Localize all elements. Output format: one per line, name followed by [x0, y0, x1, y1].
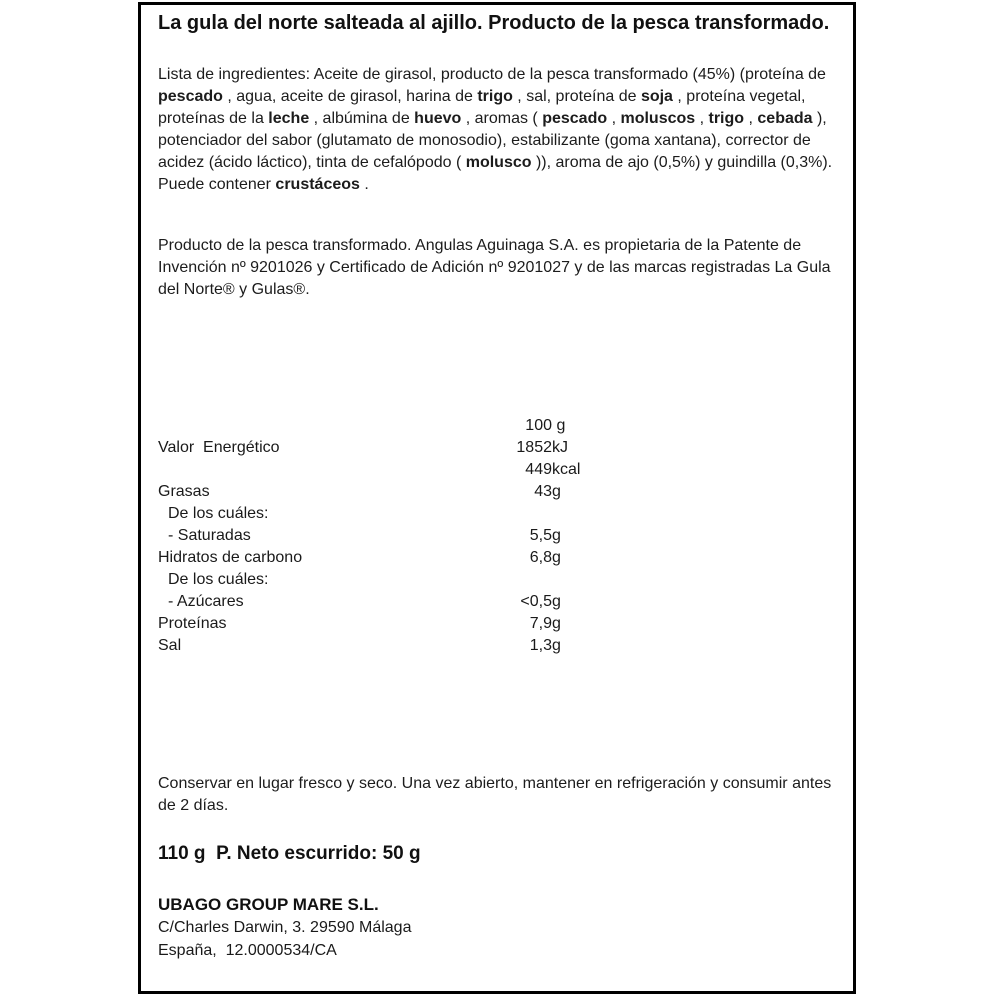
nutrition-value: 1,3g	[529, 637, 561, 654]
ingredients-paragraph: Lista de ingredientes: Aceite de girasol, producto de la pesca transformado (45%) (proteína de pescado , agua, aceite de girasol, harina de trigo , sal, proteína de soja , proteína vegetal, proteínas de la leche , albúmina de huevo , aromas ( pescado , moluscos , trigo , cebada ), potenciador del sabor (glutamato de monosodio), estabilizante (goma xantana), corrector de acidez (ácido láctico), tinta de cefalópodo ( molusco )), aroma de ajo (0,5%) y guindilla (0,3%). Puede contener crustáceos .	[158, 66, 833, 193]
nutrition-row-energy-kj	[158, 437, 848, 459]
net-weight: 110 g P. Neto escurrido: 50 g	[158, 843, 421, 864]
manufacturer-block	[158, 893, 848, 962]
nutrition-value: 43g	[534, 483, 561, 500]
nutrition-label: - Azúcares	[168, 593, 244, 610]
manufacturer-country-registration: España, 12.0000534/CA	[158, 942, 337, 959]
nutrition-value: 7,9g	[529, 615, 561, 632]
nutrition-value: 6,8g	[529, 549, 561, 566]
nutrition-row-energy-kcal	[158, 459, 848, 481]
nutrition-row-ofwhich-carbs	[158, 569, 848, 591]
nutrition-value: 100 g	[525, 417, 566, 434]
product-title: La gula del norte salteada al ajillo. Producto de la pesca transformado.	[158, 12, 830, 34]
manufacturer-address: C/Charles Darwin, 3. 29590 Málaga	[158, 919, 412, 936]
nutrition-row-saturated	[158, 525, 848, 547]
nutrition-label: Sal	[158, 637, 182, 654]
nutrition-row-fat	[158, 481, 848, 503]
nutrition-label: Grasas	[158, 483, 210, 500]
nutrition-label: Hidratos de carbono	[158, 549, 303, 566]
nutrition-row-protein	[158, 613, 848, 635]
nutrition-label: - Saturadas	[168, 527, 251, 544]
nutrition-label: Proteínas	[158, 615, 227, 632]
nutrition-label: De los cuáles:	[168, 571, 269, 588]
nutrition-value: <0,5g	[520, 593, 561, 610]
nutrition-value	[458, 569, 552, 591]
nutrition-value: 449kcal	[525, 461, 581, 478]
nutrition-row-carbs	[158, 547, 848, 569]
nutrition-table	[158, 415, 848, 657]
nutrition-value: 5,5g	[529, 527, 561, 544]
nutrition-row-ofwhich-fat	[158, 503, 848, 525]
storage-instructions: Conservar en lugar fresco y seco. Una vez abierto, mantener en refrigeración y consumir antes de 2 días.	[158, 775, 832, 814]
manufacturer-name: UBAGO GROUP MARE S.L.	[158, 895, 379, 914]
nutrition-value	[458, 503, 552, 525]
nutrition-row-per100	[158, 415, 848, 437]
legal-paragraph: Producto de la pesca transformado. Angulas Aguinaga S.A. es propietaria de la Patente de Invención nº 9201026 y Certificado de Adición nº 9201027 y de las marcas registradas La Gula del Norte® y Gulas®.	[158, 237, 831, 298]
nutrition-row-salt	[158, 635, 848, 657]
nutrition-label: Valor Energético	[158, 439, 280, 456]
nutrition-label: De los cuáles:	[168, 505, 269, 522]
product-label-box	[138, 2, 856, 994]
nutrition-value: 1852kJ	[516, 439, 568, 456]
nutrition-row-sugars	[158, 591, 848, 613]
